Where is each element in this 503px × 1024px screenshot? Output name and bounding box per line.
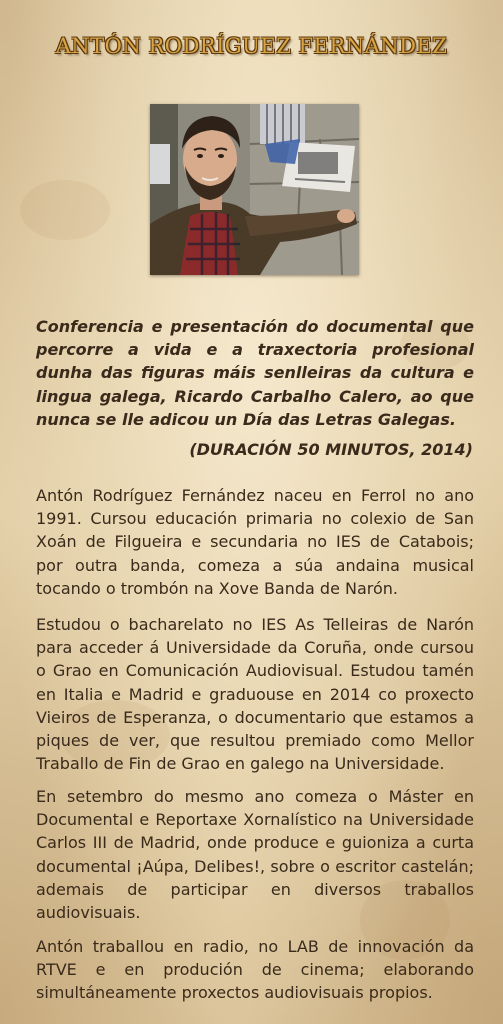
portrait-photo <box>150 104 359 275</box>
duration-label: (DURACIÓN 50 MINUTOS, 2014) <box>189 440 473 459</box>
bio-paragraph-3: En setembro do mesmo ano comeza o Máster en Documental e Reportaxe Xornalístico na Universidade Carlos III de Madrid, onde produce e guioniza a curta documental ¡Aúpa, Delibes!, sobre o escritor castelán; ademais de participar en diversos traballos audiovisuais. <box>36 787 474 923</box>
paper-stain <box>20 180 110 240</box>
bio-paragraph-4: Antón traballou en radio, no LAB de innovación da RTVE e en produción de cinema; elaborando simultáneamente proxectos audiovisuais propios. <box>36 937 474 1003</box>
bio-paragraph-2: Estudou o bacharelato no IES As Telleiras de Narón para acceder á Universidade da Coruña, onde cursou o Grao en Comunicación Audiovisual. Estudou tamén en Italia e Madrid e graduouse en 2014 co proxecto Vieiros de Esperanza, o documentario que estamos a piques de ver, que resultou premiado como Mellor Traballo de Fin de Grao en galego na Universidade. <box>36 615 474 774</box>
page-title: ANTÓN RODRÍGUEZ FERNÁNDEZ <box>55 34 448 58</box>
intro-text: Conferencia e presentación do documental que percorre a vida e a traxectoria profesional dunha das figuras máis senlleiras da cultura e lingua galega, Ricardo Carbalho Calero, ao que nunca se lle adicou un Día das Letras Galegas. <box>36 317 474 429</box>
bio-paragraph-1: Antón Rodríguez Fernández naceu en Ferrol no ano 1991. Cursou educación primaria no colexio de San Xoán de Filgueira e secundaria no IES de Catabois; por outra banda, comeza a súa andaina musical tocando o trombón na Xove Banda de Narón. <box>36 486 474 598</box>
portrait-photo-illustration <box>150 104 359 275</box>
